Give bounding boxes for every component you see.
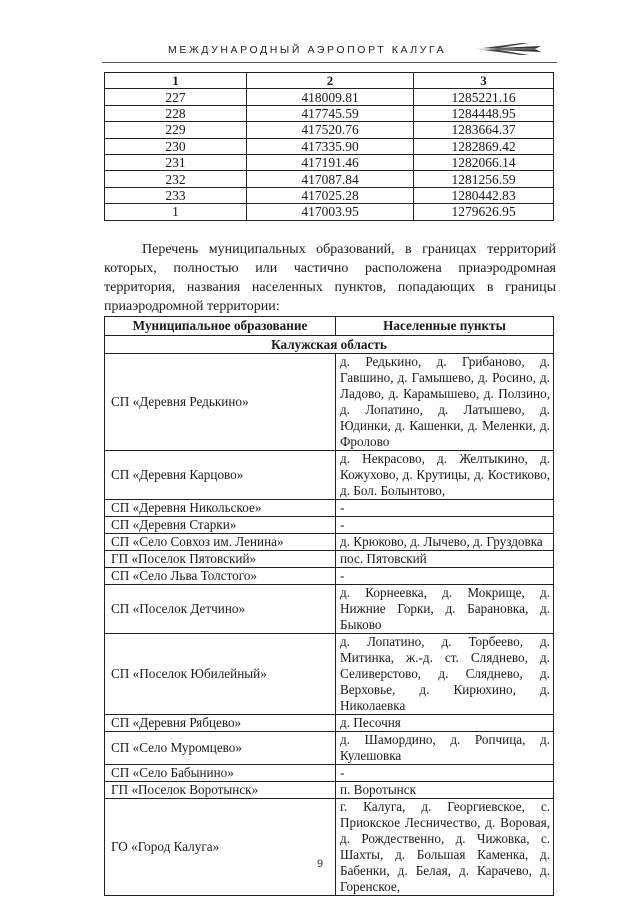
intro-paragraph-text: Перечень муниципальных образований, в границах территорий которых, полностью или частично расположена приаэродромная территория, названия населенных пунктов, попадающих в границы приаэродромной территории: [104,242,556,314]
municipality-name: СП «Поселок Детчино» [105,585,336,634]
table-row [105,568,554,585]
header-title: МЕЖДУНАРОДНЫЙ АЭРОПОРТ КАЛУГА [168,44,447,56]
region-name: Калужская область [105,336,554,354]
municipality-name: СП «Деревня Рябцево» [105,715,336,732]
coord-y: 1280442.83 [414,187,554,203]
intro-paragraph [104,240,556,316]
table-row [105,89,554,105]
municipality-name: СП «Деревня Карцово» [105,451,336,500]
municipality-name: СП «Село Льва Толстого» [105,568,336,585]
municipality-name: СП «Деревня Никольское» [105,500,336,517]
table-row [105,354,554,451]
municipality-name: СП «Деревня Старки» [105,517,336,534]
coords-header-cell: 2 [247,73,414,89]
table-row [105,171,554,187]
municipality-name: СП «Деревня Редькино» [105,354,336,451]
settlements: д. Крюково, д. Лычево, д. Груздовка [336,534,554,551]
table-row [105,634,554,715]
table-row [105,204,554,220]
settlements: д. Песочня [336,715,554,732]
table-row [105,451,554,500]
coords-header-row [105,73,554,89]
settlements: - [336,568,554,585]
coord-y: 1283664.37 [414,122,554,138]
coord-y: 1284448.95 [414,105,554,121]
point-number: 229 [105,122,247,138]
table-row [105,517,554,534]
page-header [168,40,548,62]
municipality-name: ГП «Поселок Пятовский» [105,551,336,568]
coords-header-cell: 1 [105,73,247,89]
settlements: д. Редькино, д. Грибаново, д. Гавшино, д. Гамышево, д. Росино, д. Ладово, д. Карамышево, д. Ползино, д. Лопатино, д. Латышево, д. Юдинки, д. Кашенки, д. Меленки, д. Фролово [336,354,554,451]
table-row [105,122,554,138]
coords-header-cell: 3 [414,73,554,89]
settlements: г. Калуга, д. Георгиевское, с. Приокское Лесничество, д. Воровая, д. Рождественно, д. Чижовка, с. Шахты, д. Большая Каменка, д. Бабенки, д. Белая, д. Карачево, д. Горенское, [336,799,554,896]
point-number: 228 [105,105,247,121]
table-row [105,782,554,799]
municipality-name: СП «Село Совхоз им. Ленина» [105,534,336,551]
table-row [105,105,554,121]
coord-y: 1282869.42 [414,138,554,154]
coord-x: 417087.84 [247,171,414,187]
coordinates-table [104,72,554,221]
airplane-logo-icon [473,40,543,58]
coord-x: 417520.76 [247,122,414,138]
point-number: 231 [105,154,247,170]
point-number: 227 [105,89,247,105]
settlements: д. Лопатино, д. Торбеево, д. Митинка, ж.-д. ст. Сляднево, д. Селиверстово, д. Сляднево, д. Верховье, д. Кирюхино, д. Николаевка [336,634,554,715]
settlements: д. Шамордино, д. Ропчица, д. Кулешовка [336,732,554,765]
mun-header-cell: Муниципальное образование [105,317,336,336]
coord-y: 1285221.16 [414,89,554,105]
coord-x: 417025.28 [247,187,414,203]
municipality-name: СП «Село Муромцево» [105,732,336,765]
coord-x: 417003.95 [247,204,414,220]
mun-header-row [105,317,554,336]
page-number: 9 [316,858,324,870]
settlements: - [336,765,554,782]
table-row [105,534,554,551]
table-row [105,799,554,896]
coord-y: 1279626.95 [414,204,554,220]
table-row [105,500,554,517]
coord-x: 417745.59 [247,105,414,121]
table-row [105,715,554,732]
table-row [105,732,554,765]
settlements: д. Некрасово, д. Желтыкино, д. Кожухово, д. Крутицы, д. Костиково, д. Бол. Болынтово, [336,451,554,500]
mun-header-cell: Населенные пункты [336,317,554,336]
table-row [105,585,554,634]
settlements: - [336,500,554,517]
municipality-name: СП «Поселок Юбилейный» [105,634,336,715]
municipality-name: СП «Село Бабынино» [105,765,336,782]
settlements: пос. Пятовский [336,551,554,568]
coord-y: 1281256.59 [414,171,554,187]
table-row [105,551,554,568]
coord-x: 418009.81 [247,89,414,105]
settlements: д. Корнеевка, д. Мокрище, д. Нижние Горки, д. Барановка, д. Быково [336,585,554,634]
settlements: п. Воротынск [336,782,554,799]
table-row [105,187,554,203]
point-number: 230 [105,138,247,154]
header-rule [102,62,557,63]
table-row [105,138,554,154]
settlements: - [336,517,554,534]
municipalities-table [104,316,554,896]
coord-x: 417191.46 [247,154,414,170]
coord-x: 417335.90 [247,138,414,154]
municipality-name: ГО «Город Калуга» [105,799,336,896]
point-number: 233 [105,187,247,203]
municipality-name: ГП «Поселок Воротынск» [105,782,336,799]
region-row [105,336,554,354]
point-number: 232 [105,171,247,187]
table-row [105,154,554,170]
coord-y: 1282066.14 [414,154,554,170]
table-row [105,765,554,782]
point-number: 1 [105,204,247,220]
